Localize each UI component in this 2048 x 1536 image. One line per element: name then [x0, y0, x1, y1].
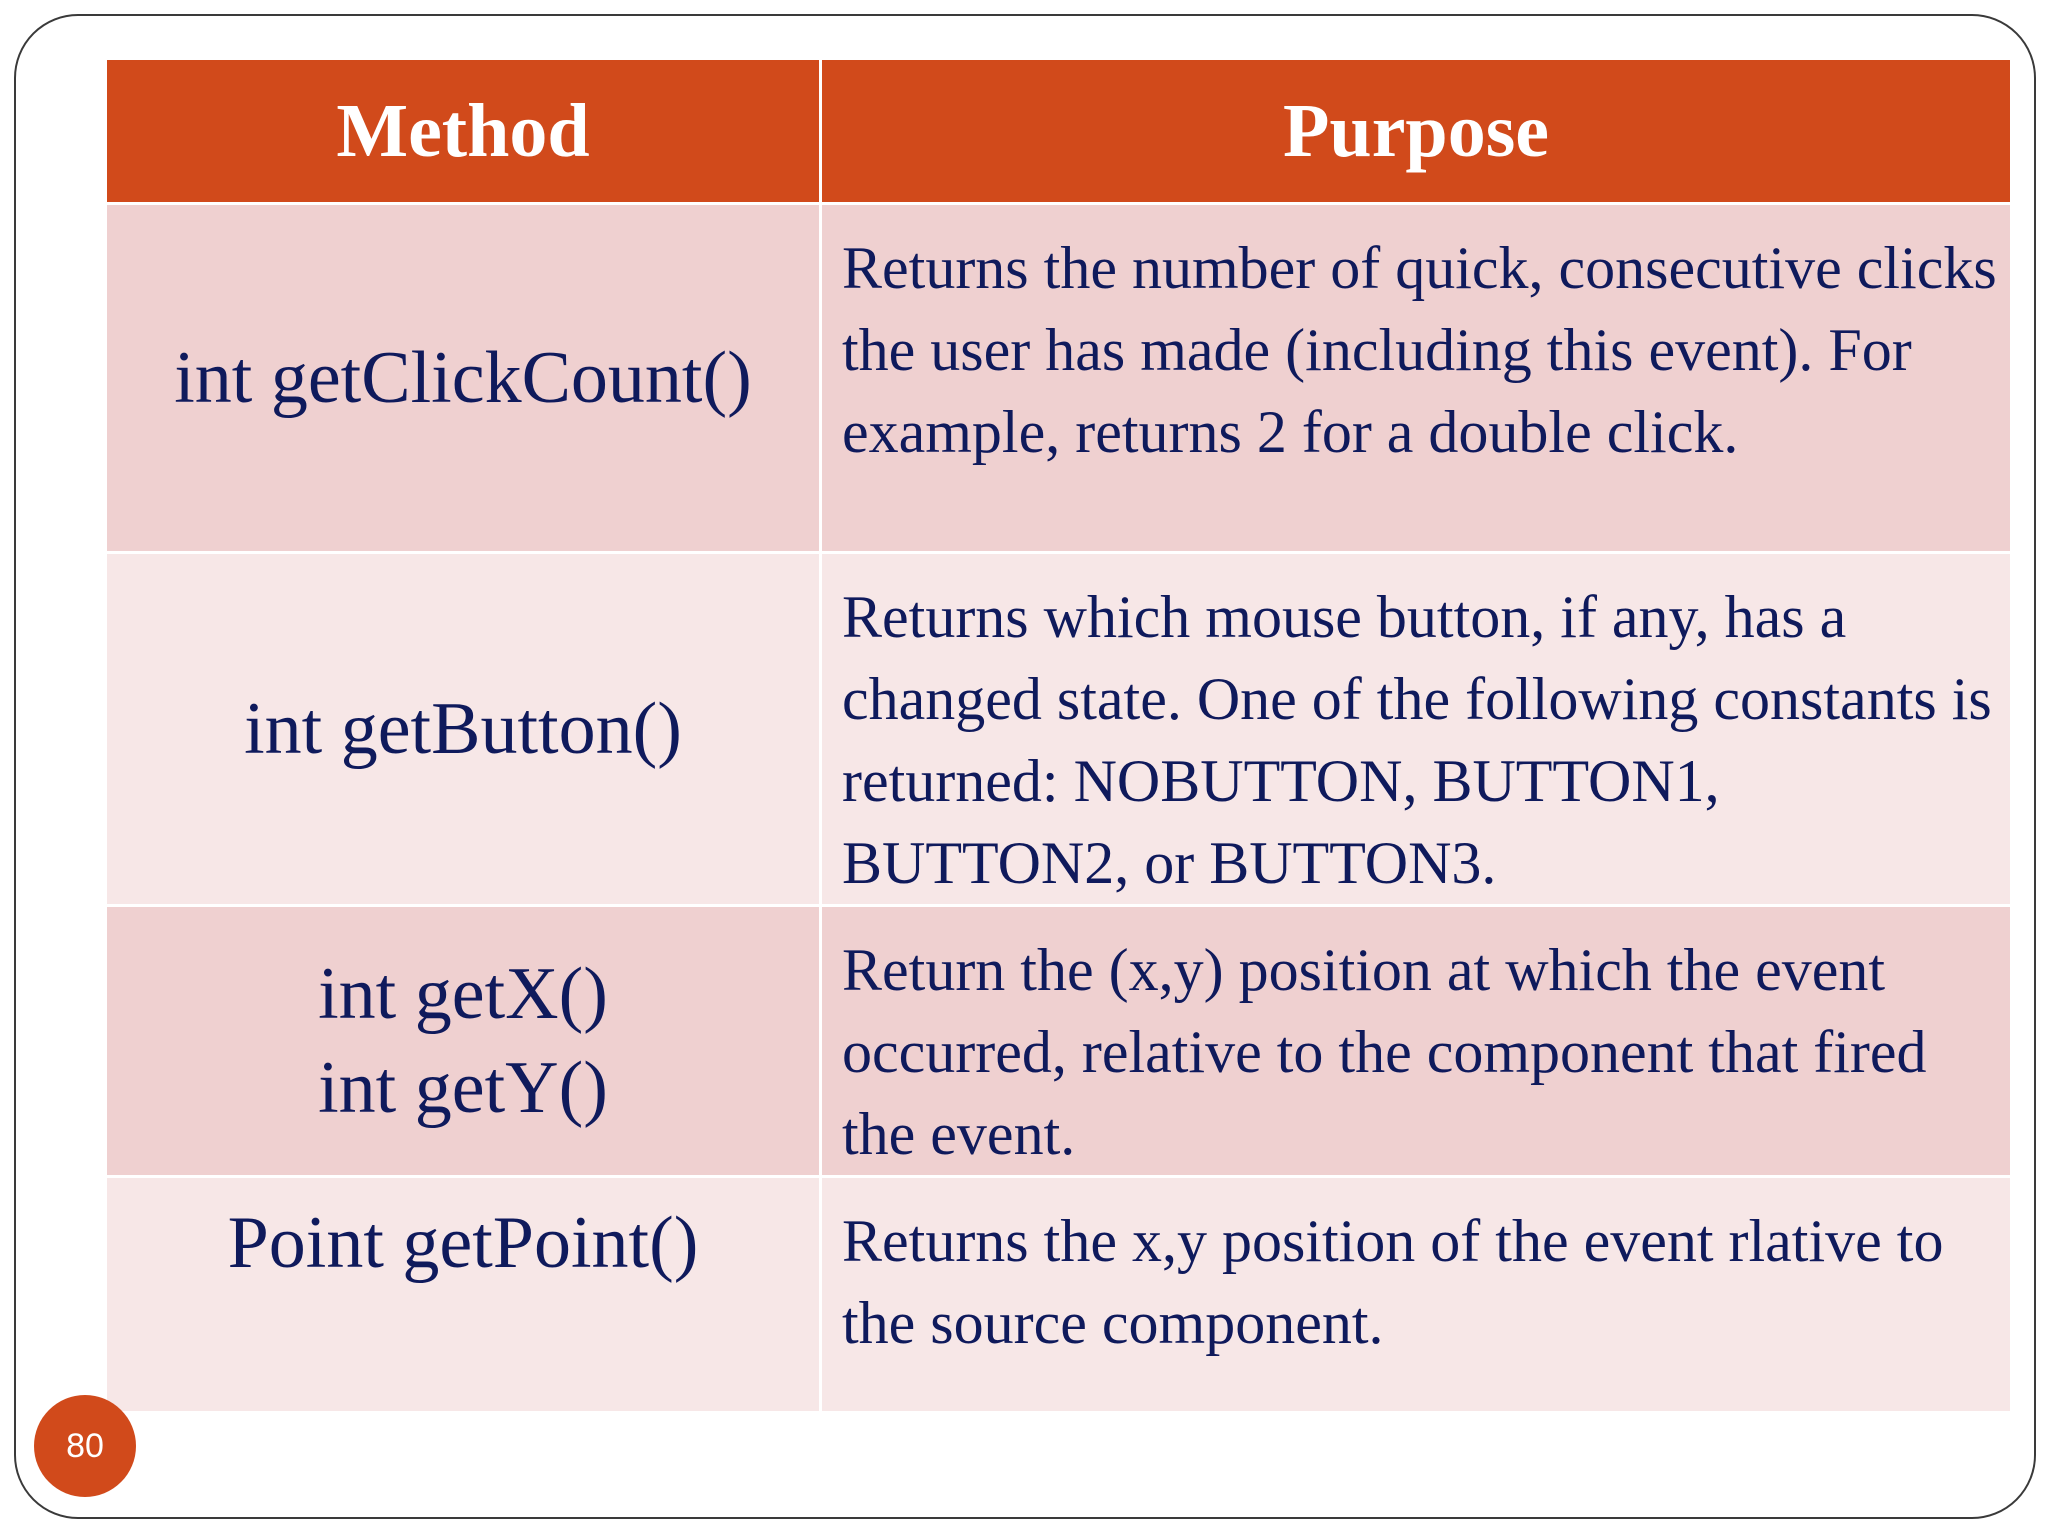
page-number-badge: 80: [34, 1395, 136, 1497]
table-row: [106, 906, 2012, 1177]
method-cell: [106, 906, 821, 1177]
method-name: int getClickCount(): [174, 337, 752, 419]
methods-table: [104, 57, 2013, 1414]
purpose-cell: Returns the x,y position of the event rlative to the source component.: [821, 1177, 2012, 1413]
table-row: [106, 204, 2012, 553]
header-method: Method: [106, 59, 821, 204]
table-row: [106, 553, 2012, 906]
purpose-cell: Returns the number of quick, consecutive clicks the user has made (including this event). For example, returns 2 for a double click.: [821, 204, 2012, 553]
method-cell: [106, 204, 821, 553]
method-cell: [106, 553, 821, 906]
method-name: int getX(): [318, 953, 608, 1035]
purpose-cell: Return the (x,y) position at which the event occurred, relative to the component that fired the event.: [821, 906, 2012, 1177]
method-name: Point getPoint(): [227, 1202, 699, 1284]
method-name: int getY(): [318, 1047, 608, 1129]
table-row: [106, 1177, 2012, 1413]
method-cell: [106, 1177, 821, 1413]
table-header-row: [106, 59, 2012, 204]
header-purpose: Purpose: [821, 59, 2012, 204]
method-name: int getButton(): [244, 688, 682, 770]
purpose-cell: Returns which mouse button, if any, has a changed state. One of the following constants is returned: NOBUTTON, BUTTON1, BUTTON2, or BUTTON3.: [821, 553, 2012, 906]
